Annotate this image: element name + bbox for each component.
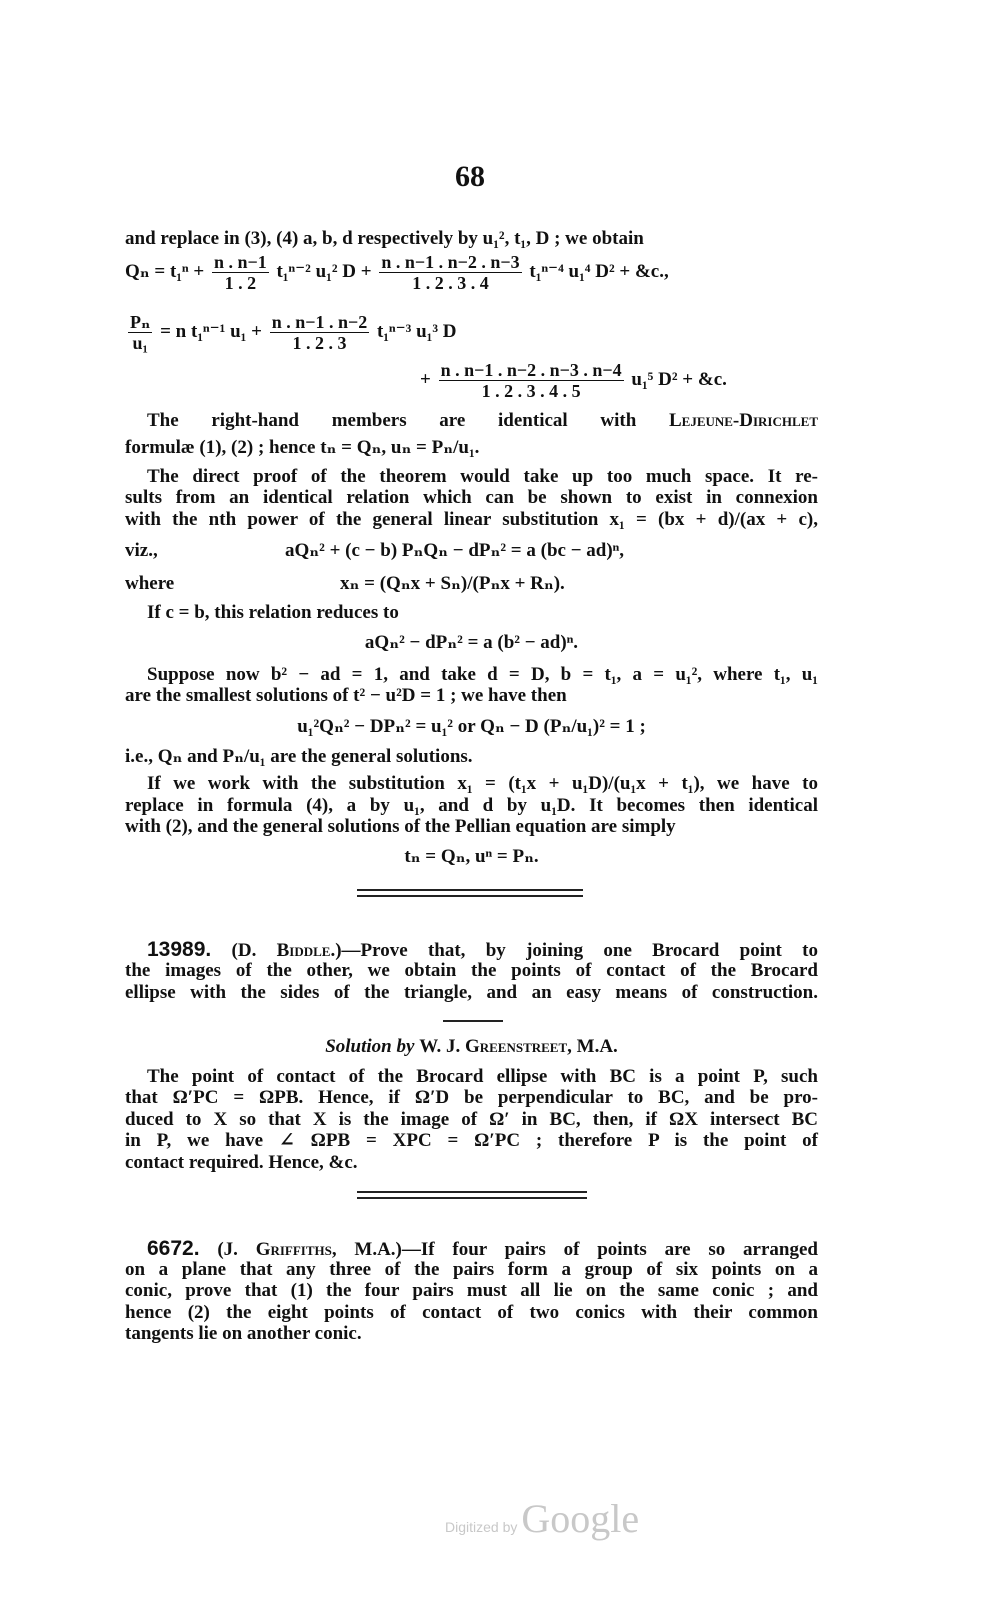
equation: xₙ = (Qₙx + Sₙ)/(Pₙx + Rₙ). xyxy=(340,573,565,594)
formula-part: u₁⁵ D² + &c. xyxy=(631,368,727,390)
text-line: hence (2) the eight points of contact of two conics with their common xyxy=(125,1302,818,1323)
text-line: conic, prove that (1) the four pairs must all lie on the same conic ; and xyxy=(125,1280,818,1301)
text-line: with the nth power of the general linear substitution x₁ = (bx + d)/(ax + c), xyxy=(125,509,818,530)
formula-part: Qₙ = t₁ⁿ + xyxy=(125,260,205,282)
text-line: The point of contact of the Brocard ellipse with BC is a point P, such xyxy=(147,1066,818,1087)
text-line: that Ω′PC = ΩPB. Hence, if Ω′D be perpendicular to BC, and be pro- xyxy=(125,1087,818,1108)
divider xyxy=(443,1020,503,1022)
text-line xyxy=(125,410,818,432)
divider xyxy=(357,889,583,891)
formula-part: + xyxy=(420,368,431,390)
fraction xyxy=(439,360,624,401)
text-line: on a plane that any three of the pairs form a group of six points on a xyxy=(125,1259,818,1280)
watermark-prefix: Digitized by xyxy=(445,1519,518,1535)
question-author: (D. Biddle.) xyxy=(231,940,342,961)
fraction xyxy=(212,252,269,293)
divider xyxy=(357,1191,587,1193)
formula-p xyxy=(125,312,818,353)
denominator: 1 . 2 . 3 . 4 . 5 xyxy=(481,381,581,401)
name: Lejeune-Dirichlet xyxy=(668,410,818,431)
formula-part: t₁ⁿ⁻⁴ u₁⁴ D² + &c., xyxy=(529,260,669,282)
text-line: contact required. Hence, &c. xyxy=(125,1152,358,1173)
text-line: replace in formula (4), a by u₁, and d by u₁D. It becomes then identical xyxy=(125,795,818,816)
text: —If four pairs of points are so arranged xyxy=(401,1239,818,1260)
fraction xyxy=(379,252,521,293)
text-line: The direct proof of the theorem would take up too much space. It re- xyxy=(147,466,818,487)
numerator: n . n−1 . n−2 . n−3 xyxy=(381,252,520,272)
question-13989 xyxy=(125,939,818,962)
text-line: duced to X so that X is the image of Ω′ in BC, then, if ΩX intersect BC xyxy=(125,1109,818,1130)
text-line: the images of the other, we obtain the points of contact of the Brocard xyxy=(125,960,818,981)
denominator: 1 . 2 xyxy=(224,273,257,293)
fraction xyxy=(270,312,370,353)
formula-p-continued xyxy=(420,360,820,401)
text-line: If we work with the substitution x₁ = (t₁x + u₁D)/(u₁x + t₁), we have to xyxy=(147,773,818,794)
text-line: tangents lie on another conic. xyxy=(125,1323,362,1344)
google-watermark xyxy=(445,1495,639,1542)
denominator: 1 . 2 . 3 . 4 xyxy=(412,273,489,293)
numerator: n . n−1 . n−2 xyxy=(271,312,368,332)
formula-part: t₁ⁿ⁻³ u₁³ D xyxy=(376,320,457,342)
solver-name: W. J. Greenstreet, M.A. xyxy=(419,1036,618,1057)
equation: u₁²Qₙ² − DPₙ² = u₁² or Qₙ − D (Pₙ/u₁)² = 1 ; xyxy=(297,716,646,737)
solution-label: Solution by xyxy=(325,1036,415,1057)
text: —Prove that, by joining one Brocard point to xyxy=(341,940,819,961)
formula-q xyxy=(125,252,818,293)
text-line: and replace in (3), (4) a, b, d respectively by u₁², t₁, D ; we obtain xyxy=(125,228,644,249)
text-line: Suppose now b² − ad = 1, and take d = D, b = t₁, a = u₁², where t₁, u₁ xyxy=(147,664,818,685)
text-line: If c = b, this relation reduces to xyxy=(147,602,399,623)
question-author: (J. Griffiths, M.A.) xyxy=(217,1239,402,1260)
denominator: u₁ xyxy=(132,333,148,353)
question-number: 6672. xyxy=(147,1237,200,1260)
numerator: n . n−1 xyxy=(213,252,267,272)
text-line: sults from an identical relation which can be shown to exist in connexion xyxy=(125,487,818,508)
equation: tₙ = Qₙ, uⁿ = Pₙ. xyxy=(404,846,539,867)
equation: aQₙ² − dPₙ² = a (b² − ad)ⁿ. xyxy=(364,632,579,653)
numerator: n . n−1 . n−2 . n−3 . n−4 xyxy=(440,360,622,380)
divider xyxy=(357,895,583,897)
text-line: are the smallest solutions of t² − u²D = 1 ; we have then xyxy=(125,685,567,706)
formula-part: = n t₁ⁿ⁻¹ u₁ + xyxy=(160,320,262,342)
text-line: in P, we have ∠ ΩPB = XPC = Ω′PC ; therefore P is the point of xyxy=(125,1130,818,1151)
question-number: 13989. xyxy=(147,938,212,961)
text-line: ellipse with the sides of the triangle, and an easy means of construction. xyxy=(125,982,818,1003)
text-line: with (2), and the general solutions of the Pellian equation are simply xyxy=(125,816,676,837)
text-line: viz., xyxy=(125,540,158,561)
google-logo: Google xyxy=(521,1496,640,1541)
text-line: where xyxy=(125,573,175,594)
equation: aQₙ² + (c − b) PₙQₙ − dPₙ² = a (bc − ad)ⁿ, xyxy=(285,540,625,561)
text-line: i.e., Qₙ and Pₙ/u₁ are the general solutions. xyxy=(125,746,473,767)
denominator: 1 . 2 . 3 xyxy=(292,333,347,353)
question-6672 xyxy=(125,1238,818,1261)
solution-heading xyxy=(125,1036,818,1058)
fraction xyxy=(128,312,152,353)
numerator: Pₙ xyxy=(130,312,151,332)
text-line: formulæ (1), (2) ; hence tₙ = Qₙ, uₙ = Pₙ/u₁. xyxy=(125,437,480,458)
text: The right-hand members are identical with xyxy=(147,410,637,431)
page-number: 68 xyxy=(455,160,485,193)
divider xyxy=(357,1197,587,1199)
formula-part: t₁ⁿ⁻² u₁² D + xyxy=(276,260,372,282)
